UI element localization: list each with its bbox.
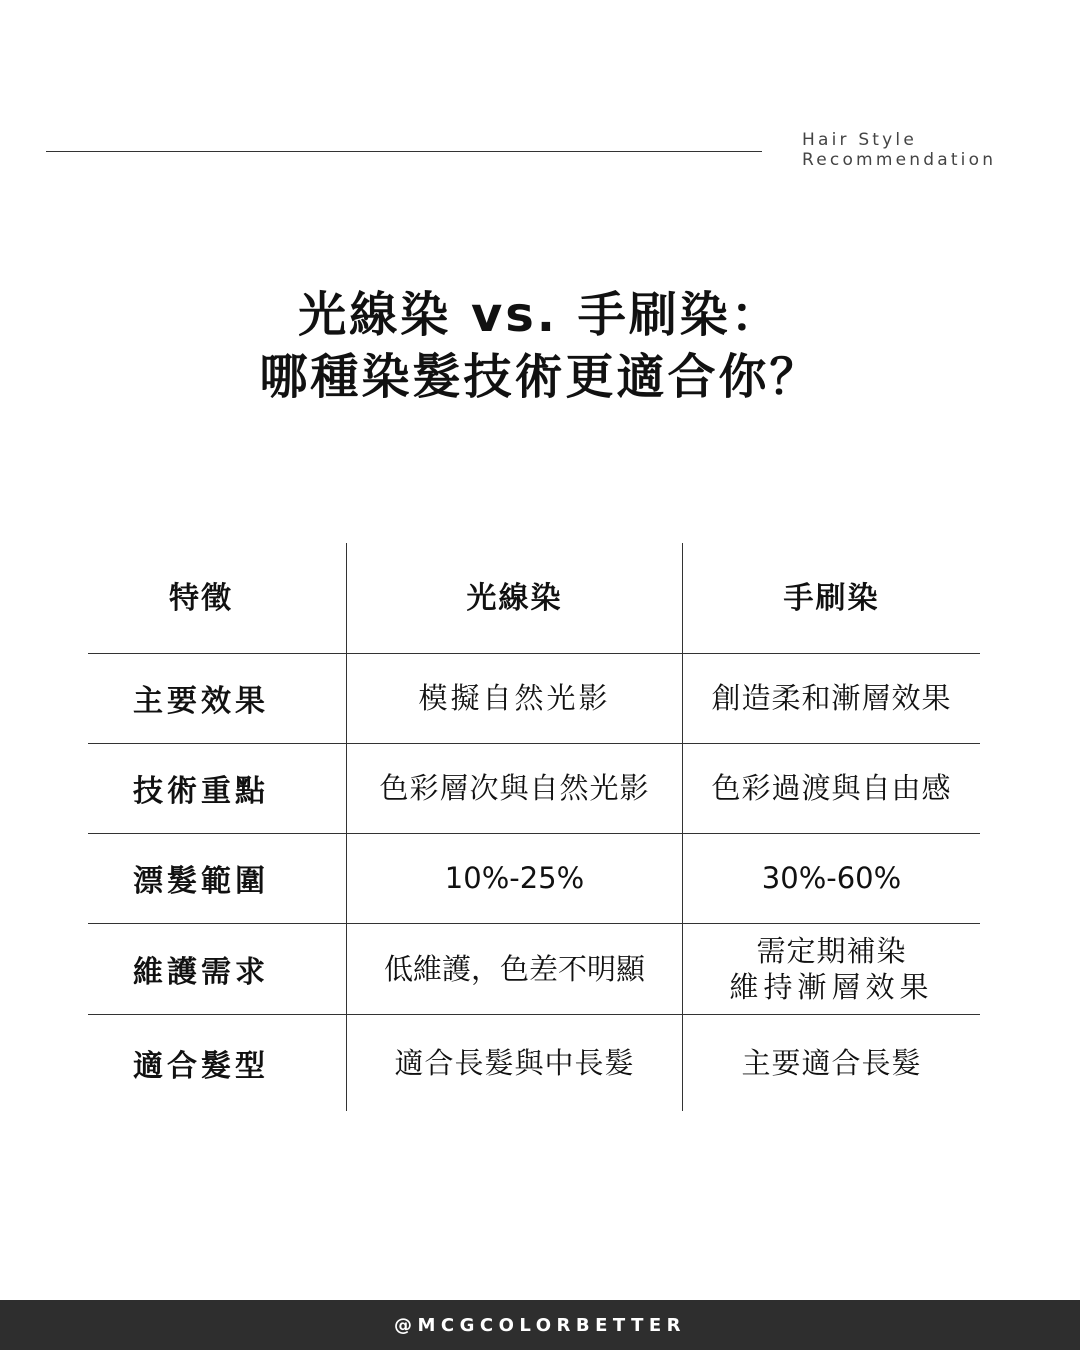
footer-handle: @MCGCOLORBETTER	[393, 1314, 687, 1336]
row-4-brush	[683, 923, 980, 1014]
row-2-feature: 技術重點	[133, 774, 269, 809]
row-4-brush-line-2: 維持漸層效果	[729, 969, 934, 1004]
row-2-brush: 色彩過渡與自由感	[711, 771, 952, 805]
row-5-brush: 主要適合長髮	[741, 1045, 922, 1080]
row-5-balayage: 適合長髮與中長髮	[394, 1045, 635, 1080]
title-line-1: 光線染 vs. 手刷染：	[298, 287, 782, 343]
row-3-brush: 30%-60%	[761, 861, 902, 895]
header-balayage: 光線染	[466, 581, 563, 616]
header-tagline	[802, 130, 996, 170]
title-line-2: 哪種染髮技術更適合你？	[259, 349, 821, 405]
row-4-feature: 維護需求	[133, 954, 269, 990]
header-feature: 特徵	[169, 581, 233, 616]
row-3-feature: 漂髮範圍	[133, 864, 269, 899]
row-4-brush-line-1: 需定期補染	[756, 933, 907, 968]
tagline-line-1: Hair Style	[802, 130, 918, 150]
row-3-balayage: 10%-25%	[444, 861, 585, 895]
row-5-feature: 適合髮型	[133, 1048, 269, 1084]
page-title	[0, 284, 1080, 408]
row-4-balayage: 低維護，色差不明顯	[383, 951, 645, 986]
row-2-balayage: 色彩層次與自然光影	[379, 771, 650, 805]
row-1-balayage: 模擬自然光影	[418, 681, 611, 715]
row-1-brush: 創造柔和漸層效果	[711, 681, 952, 715]
footer-bar	[0, 1300, 1080, 1350]
row-1-feature: 主要效果	[133, 684, 269, 719]
top-divider	[46, 151, 762, 152]
header-brush: 手刷染	[783, 581, 880, 616]
tagline-line-2: Recommendation	[802, 150, 997, 170]
comparison-table	[88, 543, 980, 1111]
